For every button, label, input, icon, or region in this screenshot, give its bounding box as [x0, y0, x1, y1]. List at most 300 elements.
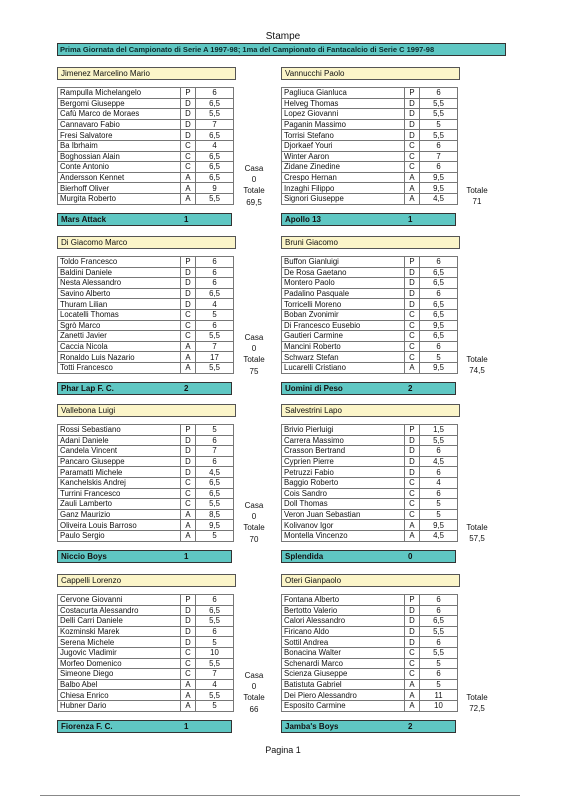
away-total: 74,5 — [469, 366, 485, 376]
away-total: 71 — [472, 197, 482, 207]
player-role: D — [405, 616, 420, 627]
table-row — [282, 530, 458, 541]
table-row — [58, 309, 234, 320]
player-vote: 7 — [196, 341, 234, 352]
player-role: C — [405, 658, 420, 669]
player-role: D — [405, 288, 420, 299]
away-team-bar — [281, 550, 456, 563]
table-row — [58, 183, 234, 194]
table-row — [282, 320, 458, 331]
player-name: Balbo Abel — [58, 679, 181, 690]
table-row — [282, 151, 458, 162]
player-role: C — [181, 499, 196, 510]
player-name: Boban Zvonimir — [282, 309, 405, 320]
away-coach-name: Salvestrini Lapo — [281, 404, 460, 417]
player-role: D — [181, 616, 196, 627]
player-role: C — [181, 320, 196, 331]
player-vote: 6 — [420, 257, 458, 268]
table-row — [282, 626, 458, 637]
player-vote: 6 — [196, 88, 234, 99]
team-name: Apollo 13 — [285, 215, 322, 224]
player-vote: 6,5 — [420, 309, 458, 320]
player-name: Cyprien Pierre — [282, 456, 405, 467]
player-role: D — [181, 278, 196, 289]
player-role: C — [405, 352, 420, 363]
player-role: C — [181, 669, 196, 680]
player-role: D — [405, 109, 420, 120]
home-casa-val: 0 — [251, 175, 257, 185]
player-vote: 6 — [196, 456, 234, 467]
player-name: Ba Ibrhaim — [58, 140, 181, 151]
player-role: A — [181, 341, 196, 352]
player-vote: 9 — [196, 183, 234, 194]
player-vote: 9,5 — [420, 520, 458, 531]
player-name: Ronaldo Luis Nazario — [58, 352, 181, 363]
player-role: D — [181, 109, 196, 120]
table-row — [58, 267, 234, 278]
player-role: A — [181, 530, 196, 541]
player-name: Veron Juan Sebastian — [282, 509, 405, 520]
away-totale: Totale — [466, 186, 488, 195]
table-row — [282, 679, 458, 690]
player-name: Winter Aaron — [282, 151, 405, 162]
team-score: 2 — [408, 722, 413, 731]
home-total: 69,5 — [246, 197, 262, 207]
home-casa: Casa — [244, 333, 264, 342]
player-vote: 5,5 — [196, 499, 234, 510]
table-row — [58, 658, 234, 669]
table-row — [282, 183, 458, 194]
player-role: A — [181, 520, 196, 531]
player-vote: 11 — [420, 690, 458, 701]
table-row — [282, 352, 458, 363]
team-name: Phar Lap F. C. — [61, 384, 114, 393]
home-summary — [232, 500, 276, 545]
player-vote: 6,5 — [196, 477, 234, 488]
player-role: C — [181, 658, 196, 669]
table-row — [282, 162, 458, 173]
player-name: Kanchelskis Andrej — [58, 477, 181, 488]
away-coach-name: Vannucchi Paolo — [281, 67, 460, 80]
player-role: D — [181, 446, 196, 457]
table-row — [58, 530, 234, 541]
away-team-bar — [281, 213, 456, 226]
player-role: D — [181, 299, 196, 310]
player-vote: 10 — [420, 700, 458, 711]
player-role: D — [181, 605, 196, 616]
player-role: A — [405, 530, 420, 541]
player-role: D — [181, 267, 196, 278]
player-vote: 6 — [420, 488, 458, 499]
player-vote: 9,5 — [420, 172, 458, 183]
player-vote: 6 — [420, 595, 458, 606]
player-role: D — [405, 130, 420, 141]
player-role: P — [405, 88, 420, 99]
player-name: Andersson Kennet — [58, 172, 181, 183]
player-vote: 6 — [420, 637, 458, 648]
away-total: 72,5 — [469, 704, 485, 714]
player-name: Kozminski Marek — [58, 626, 181, 637]
player-name: Djorkaef Youri — [282, 140, 405, 151]
table-row — [282, 267, 458, 278]
away-team-bar — [281, 382, 456, 395]
table-row — [282, 257, 458, 268]
table-row — [282, 690, 458, 701]
player-name: Crespo Hernan — [282, 172, 405, 183]
table-row — [282, 700, 458, 711]
team-score: 1 — [184, 215, 189, 224]
player-vote: 6 — [420, 669, 458, 680]
table-row — [58, 98, 234, 109]
player-name: Conte Antonio — [58, 162, 181, 173]
player-name: Oliveira Louis Barroso — [58, 520, 181, 531]
home-totale: Totale — [243, 693, 265, 703]
away-total: 57,5 — [469, 534, 485, 544]
player-name: De Rosa Gaetano — [282, 267, 405, 278]
table-row — [58, 425, 234, 436]
player-name: Crasson Bertrand — [282, 446, 405, 457]
table-row — [58, 626, 234, 637]
home-totale: Totale — [243, 523, 265, 533]
player-vote: 1,5 — [420, 425, 458, 436]
table-row — [282, 140, 458, 151]
player-vote: 6 — [196, 267, 234, 278]
player-name: Baldini Daniele — [58, 267, 181, 278]
table-row — [282, 658, 458, 669]
player-name: Pagliuca Gianluca — [282, 88, 405, 99]
player-vote: 6,5 — [196, 151, 234, 162]
player-vote: 5 — [420, 679, 458, 690]
player-vote: 5,5 — [196, 362, 234, 373]
table-row — [58, 499, 234, 510]
player-name: Costacurta Alessandro — [58, 605, 181, 616]
player-vote: 4 — [196, 140, 234, 151]
table-row — [58, 151, 234, 162]
player-vote: 6 — [420, 288, 458, 299]
team-score: 1 — [184, 552, 189, 561]
player-vote: 4,5 — [420, 456, 458, 467]
table-row — [282, 467, 458, 478]
table-row — [282, 520, 458, 531]
home-total: 66 — [249, 704, 259, 714]
away-totale: Totale — [466, 355, 488, 364]
away-summary — [455, 692, 499, 714]
player-vote: 9,5 — [420, 320, 458, 331]
player-role: C — [405, 309, 420, 320]
player-name: Zauli Lamberto — [58, 499, 181, 510]
table-row — [282, 595, 458, 606]
player-role: P — [405, 257, 420, 268]
home-casa-val: 0 — [251, 344, 257, 354]
player-role: P — [181, 257, 196, 268]
player-name: Zanetti Javier — [58, 331, 181, 342]
player-vote: 9,5 — [196, 520, 234, 531]
player-vote: 5,5 — [196, 193, 234, 204]
player-vote: 5,5 — [196, 658, 234, 669]
away-roster-table — [281, 594, 458, 712]
player-name: Di Francesco Eusebio — [282, 320, 405, 331]
player-name: Toldo Francesco — [58, 257, 181, 268]
table-row — [58, 679, 234, 690]
table-row — [58, 456, 234, 467]
player-role: C — [405, 669, 420, 680]
player-vote: 5 — [420, 658, 458, 669]
table-row — [282, 299, 458, 310]
table-row — [282, 669, 458, 680]
player-role: D — [405, 299, 420, 310]
player-role: D — [181, 435, 196, 446]
player-name: Ganz Maurizio — [58, 509, 181, 520]
player-vote: 6,5 — [196, 130, 234, 141]
table-row — [58, 119, 234, 130]
window-title: Stampe — [265, 31, 301, 42]
table-row — [282, 499, 458, 510]
player-name: Cervone Giovanni — [58, 595, 181, 606]
player-name: Delli Carri Daniele — [58, 616, 181, 627]
player-name: Gautieri Carmine — [282, 331, 405, 342]
table-row — [282, 488, 458, 499]
away-team-bar — [281, 720, 456, 733]
player-name: Adani Daniele — [58, 435, 181, 446]
team-score: 2 — [408, 384, 413, 393]
table-row — [58, 669, 234, 680]
home-casa-val: 0 — [251, 682, 257, 692]
table-row — [58, 109, 234, 120]
table-row — [58, 257, 234, 268]
table-row — [58, 616, 234, 627]
player-role: D — [181, 130, 196, 141]
player-vote: 4,5 — [420, 193, 458, 204]
player-name: Bierhoff Oliver — [58, 183, 181, 194]
player-role: A — [181, 679, 196, 690]
player-vote: 5,5 — [196, 616, 234, 627]
player-name: Buffon Gianluigi — [282, 257, 405, 268]
home-casa: Casa — [244, 671, 264, 680]
table-row — [282, 509, 458, 520]
table-row — [58, 509, 234, 520]
player-vote: 6,5 — [420, 267, 458, 278]
player-role: D — [405, 278, 420, 289]
player-name: Montero Paolo — [282, 278, 405, 289]
home-roster-table — [57, 256, 234, 374]
player-role: C — [405, 509, 420, 520]
player-name: Schenardi Marco — [282, 658, 405, 669]
home-roster-table — [57, 87, 234, 205]
away-summary — [455, 354, 499, 376]
player-role: C — [405, 331, 420, 342]
player-name: Firicano Aldo — [282, 626, 405, 637]
player-vote: 5 — [420, 352, 458, 363]
table-row — [282, 288, 458, 299]
table-row — [58, 172, 234, 183]
player-vote: 6,5 — [196, 288, 234, 299]
player-vote: 7 — [420, 151, 458, 162]
player-vote: 6 — [196, 257, 234, 268]
player-name: Baggio Roberto — [282, 477, 405, 488]
player-name: Doll Thomas — [282, 499, 405, 510]
player-name: Locatelli Thomas — [58, 309, 181, 320]
player-name: Cannavaro Fabio — [58, 119, 181, 130]
away-totale: Totale — [466, 523, 488, 532]
player-name: Sottil Andrea — [282, 637, 405, 648]
table-row — [58, 477, 234, 488]
player-vote: 6 — [420, 467, 458, 478]
team-name: Mars Attack — [61, 215, 107, 224]
home-coach-name: Di Giacomo Marco — [57, 236, 236, 249]
player-vote: 4 — [196, 679, 234, 690]
player-vote: 4 — [420, 477, 458, 488]
player-role: D — [405, 626, 420, 637]
player-vote: 5,5 — [196, 690, 234, 701]
table-row — [282, 637, 458, 648]
player-vote: 6 — [420, 88, 458, 99]
player-role: D — [181, 119, 196, 130]
player-name: Scienza Giuseppe — [282, 669, 405, 680]
player-vote: 5,5 — [420, 130, 458, 141]
away-coach-name: Oteri Gianpaolo — [281, 574, 460, 587]
table-row — [58, 362, 234, 373]
player-name: Bertotto Valerio — [282, 605, 405, 616]
player-role: A — [405, 183, 420, 194]
player-vote: 5 — [196, 637, 234, 648]
home-coach-name: Jimenez Marcelino Mario — [57, 67, 236, 80]
player-vote: 10 — [196, 647, 234, 658]
player-role: A — [181, 700, 196, 711]
player-role: A — [405, 520, 420, 531]
table-row — [58, 637, 234, 648]
team-name: Uomini di Peso — [285, 384, 343, 393]
player-role: C — [405, 499, 420, 510]
player-name: Dei Piero Alessandro — [282, 690, 405, 701]
away-summary — [455, 522, 499, 544]
away-coach-name: Bruni Giacomo — [281, 236, 460, 249]
home-total: 70 — [249, 534, 259, 544]
player-vote: 5 — [196, 700, 234, 711]
player-vote: 6,5 — [420, 616, 458, 627]
player-vote: 5,5 — [420, 626, 458, 637]
table-row — [58, 88, 234, 99]
player-vote: 5,5 — [196, 331, 234, 342]
home-casa: Casa — [244, 164, 264, 173]
away-summary — [455, 185, 499, 207]
table-row — [58, 140, 234, 151]
player-role: A — [181, 362, 196, 373]
table-row — [58, 278, 234, 289]
player-vote: 6,5 — [420, 331, 458, 342]
league-banner: Prima Giornata del Campionato di Serie A 1997-98; 1ma del Campionato di Fantacalcio di Serie C 1997-98 — [57, 43, 506, 56]
table-row — [282, 331, 458, 342]
player-role: D — [181, 456, 196, 467]
player-name: Sgrò Marco — [58, 320, 181, 331]
player-name: Simeone Diego — [58, 669, 181, 680]
player-role: P — [405, 595, 420, 606]
player-role: D — [181, 626, 196, 637]
home-roster-table — [57, 594, 234, 712]
player-role: C — [405, 341, 420, 352]
player-vote: 4 — [196, 299, 234, 310]
table-row — [58, 352, 234, 363]
player-vote: 6 — [196, 320, 234, 331]
player-name: Torricelli Moreno — [282, 299, 405, 310]
player-vote: 6,5 — [420, 278, 458, 289]
table-row — [58, 299, 234, 310]
player-vote: 6,5 — [196, 162, 234, 173]
player-vote: 5 — [420, 509, 458, 520]
home-summary — [232, 163, 276, 208]
player-role: C — [405, 320, 420, 331]
table-row — [58, 320, 234, 331]
player-role: D — [405, 605, 420, 616]
table-row — [282, 172, 458, 183]
player-vote: 6 — [420, 605, 458, 616]
player-role: C — [405, 151, 420, 162]
player-vote: 6,5 — [196, 98, 234, 109]
player-name: Pancaro Giuseppe — [58, 456, 181, 467]
table-row — [58, 467, 234, 478]
player-vote: 4,5 — [420, 530, 458, 541]
player-role: P — [181, 88, 196, 99]
player-role: C — [181, 151, 196, 162]
player-role: A — [405, 690, 420, 701]
page-number: Pagina 1 — [265, 745, 301, 755]
player-vote: 6 — [420, 341, 458, 352]
player-name: Paganin Massimo — [282, 119, 405, 130]
player-vote: 5,5 — [420, 435, 458, 446]
player-vote: 4,5 — [196, 467, 234, 478]
bottom-divider — [40, 795, 520, 796]
player-name: Savino Alberto — [58, 288, 181, 299]
home-coach-name: Vallebona Luigi — [57, 404, 236, 417]
player-name: Morfeo Domenico — [58, 658, 181, 669]
player-role: C — [181, 488, 196, 499]
player-name: Batistuta Gabriel — [282, 679, 405, 690]
player-vote: 17 — [196, 352, 234, 363]
player-name: Paramatti Michele — [58, 467, 181, 478]
player-role: D — [405, 456, 420, 467]
player-name: Thuram Lilian — [58, 299, 181, 310]
player-name: Zidane Zinedine — [282, 162, 405, 173]
player-vote: 7 — [196, 669, 234, 680]
player-vote: 5 — [196, 425, 234, 436]
player-name: Schwarz Stefan — [282, 352, 405, 363]
player-name: Padalino Pasquale — [282, 288, 405, 299]
player-role: D — [181, 467, 196, 478]
table-row — [282, 362, 458, 373]
player-name: Fontana Alberto — [282, 595, 405, 606]
player-name: Signori Giuseppe — [282, 193, 405, 204]
player-role: D — [405, 435, 420, 446]
home-casa: Casa — [244, 501, 264, 510]
table-row — [58, 446, 234, 457]
player-name: Petruzzi Fabio — [282, 467, 405, 478]
player-name: Kolivanov Igor — [282, 520, 405, 531]
player-role: P — [405, 425, 420, 436]
team-name: Niccio Boys — [61, 552, 107, 561]
player-role: C — [181, 309, 196, 320]
away-roster-table — [281, 424, 458, 542]
table-row — [58, 130, 234, 141]
team-name: Splendida — [285, 552, 324, 561]
player-name: Hubner Dario — [58, 700, 181, 711]
team-score: 2 — [184, 384, 189, 393]
home-coach-name: Cappelli Lorenzo — [57, 574, 236, 587]
player-name: Rossi Sebastiano — [58, 425, 181, 436]
player-role: A — [405, 172, 420, 183]
away-totale: Totale — [466, 693, 488, 702]
player-vote: 6 — [420, 446, 458, 457]
player-role: P — [181, 425, 196, 436]
table-row — [58, 690, 234, 701]
